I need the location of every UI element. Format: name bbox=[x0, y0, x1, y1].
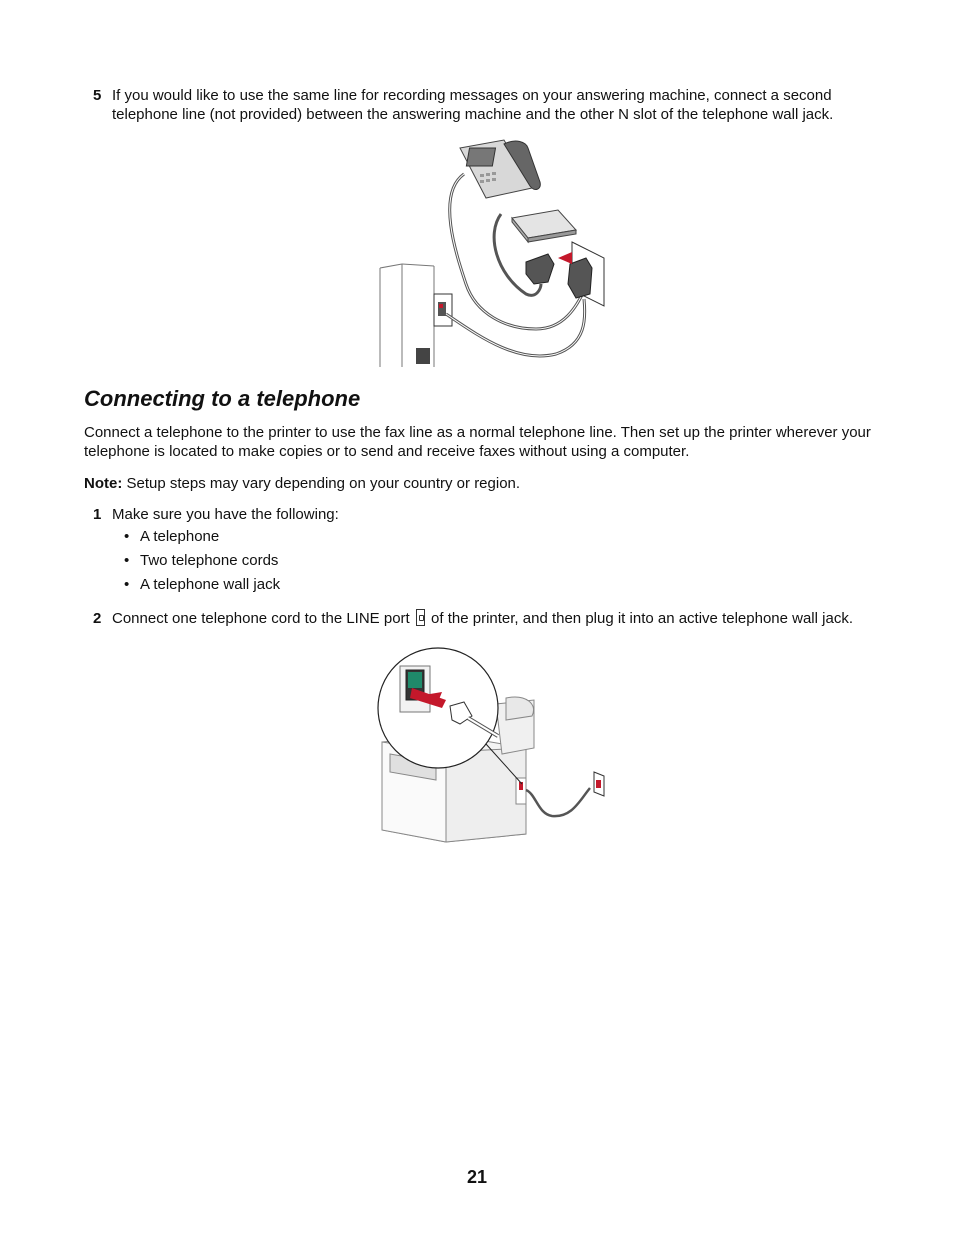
step-text bbox=[112, 609, 894, 628]
line-port-icon bbox=[416, 609, 425, 626]
note-paragraph bbox=[84, 474, 884, 493]
answering-machine bbox=[512, 210, 576, 242]
list-item: • A telephone wall jack bbox=[112, 575, 280, 599]
printer-wall-jack-illustration bbox=[376, 644, 610, 846]
telephone bbox=[460, 140, 540, 198]
intro-paragraph: Connect a telephone to the printer to use the fax line as a normal telephone line. Then set up the printer wherever your telephone is located to make copies or to send and receive faxes without using a computer. bbox=[84, 424, 871, 460]
wall-jack bbox=[594, 772, 604, 796]
requirements-list bbox=[112, 527, 280, 599]
note-text: Setup steps may vary depending on your country or region. bbox=[122, 475, 521, 492]
section-heading: Connecting to a telephone bbox=[84, 386, 361, 411]
step-text-after: of the printer, and then plug it into an active telephone wall jack. bbox=[426, 610, 853, 627]
step-1 bbox=[84, 505, 884, 524]
step-text: Make sure you have the following: bbox=[112, 506, 339, 523]
step-number: 2 bbox=[93, 610, 102, 627]
note-label: Note: bbox=[84, 475, 123, 492]
telephone-answering-machine-illustration bbox=[376, 134, 616, 370]
step-5 bbox=[84, 86, 884, 124]
page-number: 21 bbox=[466, 1167, 488, 1187]
step-number: 1 bbox=[93, 506, 102, 523]
magnifier-detail bbox=[378, 648, 498, 768]
list-item: • Two telephone cords bbox=[112, 551, 280, 575]
step-2 bbox=[84, 609, 894, 628]
telephone-cord bbox=[526, 788, 590, 816]
step-text-before: Connect one telephone cord to the LINE port bbox=[112, 610, 414, 627]
list-item: • A telephone bbox=[112, 527, 280, 551]
step-text: If you would like to use the same line for recording messages on your answering machine, connect a second telephone line (not provided) between the answering machine and the other N slot of the telephone wall jack. bbox=[112, 87, 834, 123]
wall-jack bbox=[526, 242, 604, 306]
step-number: 5 bbox=[93, 87, 102, 104]
